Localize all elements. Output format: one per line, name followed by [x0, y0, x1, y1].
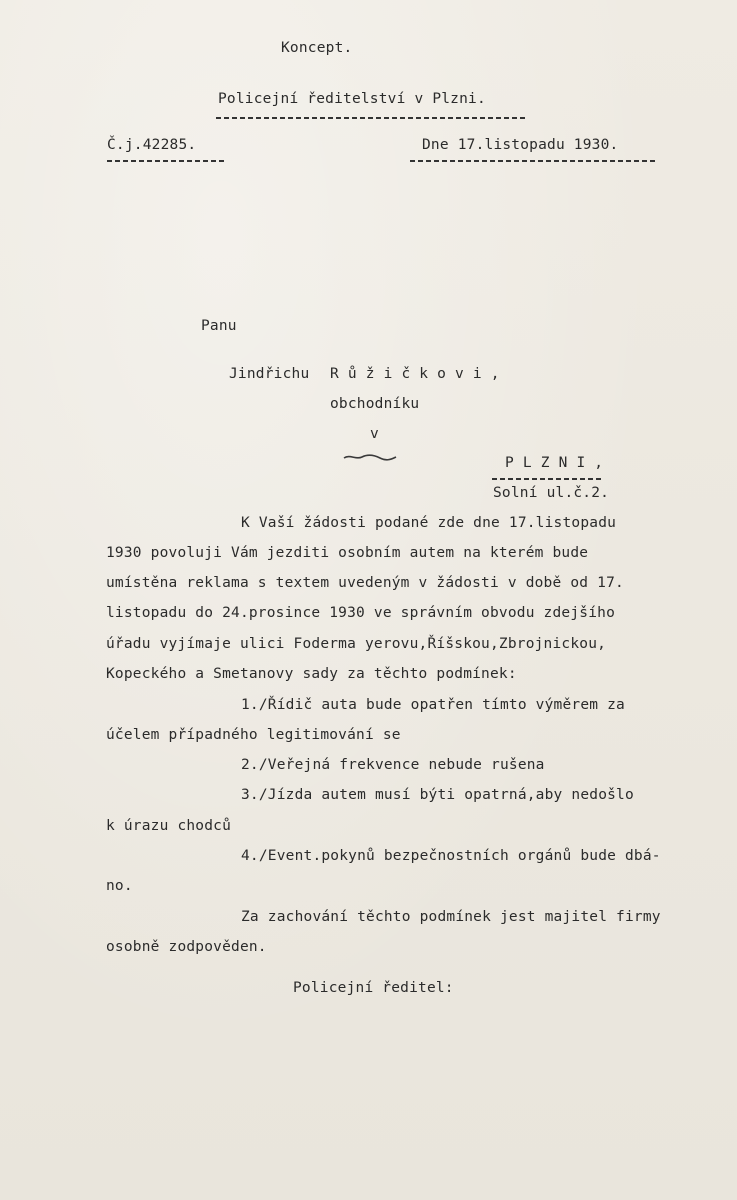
body-line: účelem případného legitimování se — [106, 727, 401, 743]
document-date: Dne 17.listopadu 1930. — [422, 137, 619, 153]
body-line: úřadu vyjímaje ulici Foderma yerovu,Říšskou,Zbrojnickou, — [106, 636, 607, 652]
salutation: Panu — [201, 318, 237, 334]
addressee-last-name: R ů ž i č k o v i , — [330, 366, 500, 382]
condition-1: 1./Řídič auta bude opatřen tímto výměrem za — [241, 697, 625, 713]
condition-2: 2./Veřejná frekvence nebude rušena — [241, 757, 545, 773]
addressee-occupation: obchodníku — [330, 396, 420, 412]
body-line: listopadu do 24.prosince 1930 ve správním obvodu zdejšího — [106, 605, 615, 621]
concept-note: Koncept. — [281, 40, 353, 56]
body-line: umístěna reklama s textem uvedeným v žádosti v době od 17. — [106, 575, 624, 591]
condition-3: 3./Jízda autem musí býti opatrná,aby nedošlo — [241, 787, 634, 803]
closing-paragraph: Za zachování těchto podmínek jest majitel firmy — [241, 909, 661, 925]
condition-4: 4./Event.pokynů bezpečnostních orgánů bude dbá- — [241, 848, 661, 864]
body-line: K Vaší žádosti podané zde dne 17.listopadu — [241, 515, 617, 531]
body-line: 1930 povoluji Vám jezditi osobním autem na kterém bude — [106, 545, 589, 561]
addressee-first-name: Jindřichu — [229, 366, 310, 382]
signature-line: Policejní ředitel: — [293, 980, 454, 996]
reference-underline — [107, 160, 227, 162]
handwritten-mark — [342, 452, 398, 462]
address-street: Solní ul.č.2. — [493, 485, 610, 501]
body-line: osobně zodpověden. — [106, 939, 267, 955]
address-city: P L Z N I , — [505, 455, 604, 471]
body-line: Kopeckého a Smetanovy sady za těchto podmínek: — [106, 666, 517, 682]
date-underline — [410, 160, 656, 162]
reference-number: Č.j.42285. — [107, 137, 197, 153]
city-underline — [492, 478, 602, 480]
address-preposition: v — [370, 426, 379, 442]
body-line: k úrazu chodců — [106, 818, 232, 834]
body-line: no. — [106, 878, 133, 894]
office-underline — [216, 117, 528, 119]
office-heading: Policejní ředitelství v Plzni. — [218, 91, 486, 107]
